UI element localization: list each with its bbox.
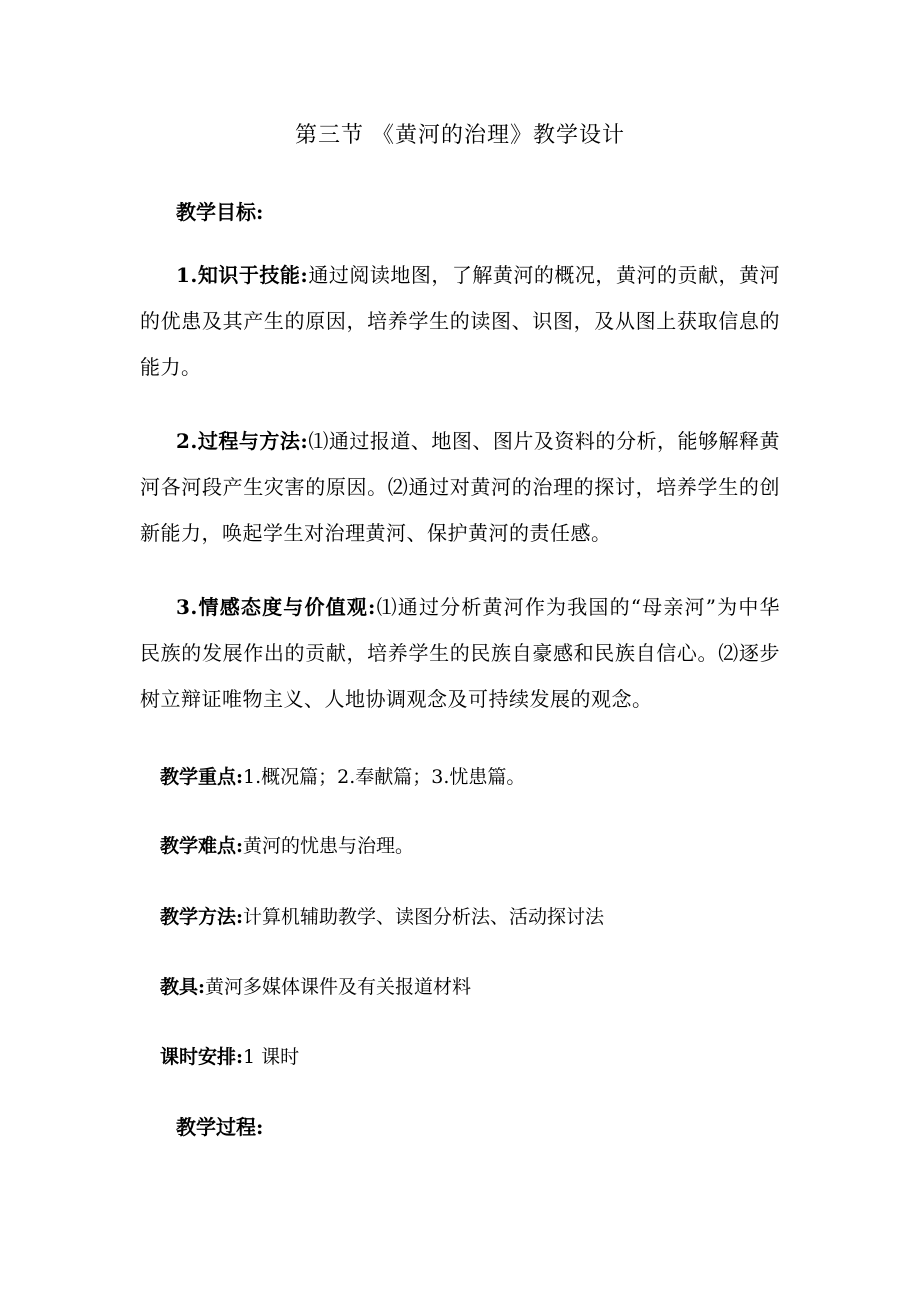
difficulties-label: 教学难点: bbox=[160, 835, 244, 857]
schedule-label: 课时安排: bbox=[160, 1046, 244, 1068]
document-title: 第三节 《黄河的治理》教学设计 bbox=[295, 123, 625, 148]
objective-attitude-text: ⑴通过分析黄河作为我国的“母亲河”为中华民族的发展作出的贡献，培养学生的民族自豪感和民族自信心。⑵逐步树立辩证唯物主义、人地协调观念及可持续发展的观念。 bbox=[140, 595, 780, 711]
key-points-text: 1.概况篇；2.奉献篇；3.忧患篇。 bbox=[243, 766, 526, 788]
key-points-label: 教学重点: bbox=[160, 766, 244, 788]
methods-text: 计算机辅助教学、读图分析法、活动探讨法 bbox=[243, 906, 605, 928]
methods-line bbox=[160, 902, 604, 929]
objective-attitude bbox=[140, 584, 780, 722]
methods-label: 教学方法: bbox=[160, 906, 244, 928]
key-points-line bbox=[160, 762, 525, 789]
tools-label: 教具: bbox=[160, 976, 206, 998]
process-heading: 教学过程: bbox=[176, 1115, 264, 1139]
objective-knowledge bbox=[140, 252, 780, 390]
difficulties-line bbox=[160, 831, 414, 858]
objective-process-text: ⑴通过报道、地图、图片及资料的分析，能够解释黄河各河段产生灾害的原因。⑵通过对黄河的治理的探讨，培养学生的创新能力，唤起学生对治理黄河、保护黄河的责任感。 bbox=[140, 429, 780, 545]
tools-text: 黄河多媒体课件及有关报道材料 bbox=[205, 976, 472, 998]
schedule-text: 1 课时 bbox=[243, 1046, 300, 1068]
difficulties-text: 黄河的忧患与治理。 bbox=[243, 835, 415, 857]
objective-knowledge-label: 1.知识于技能: bbox=[176, 263, 309, 287]
tools-line bbox=[160, 972, 471, 999]
objective-knowledge-text: 通过阅读地图，了解黄河的概况，黄河的贡献，黄河的优患及其产生的原因，培养学生的读图、识图，及从图上获取信息的能力。 bbox=[140, 263, 780, 379]
objective-process bbox=[140, 418, 780, 556]
objectives-heading: 教学目标: bbox=[176, 200, 264, 224]
objective-attitude-label: 3.情感态度与价值观: bbox=[176, 595, 376, 619]
schedule-line bbox=[160, 1042, 299, 1069]
objective-process-label: 2.过程与方法: bbox=[176, 429, 309, 453]
